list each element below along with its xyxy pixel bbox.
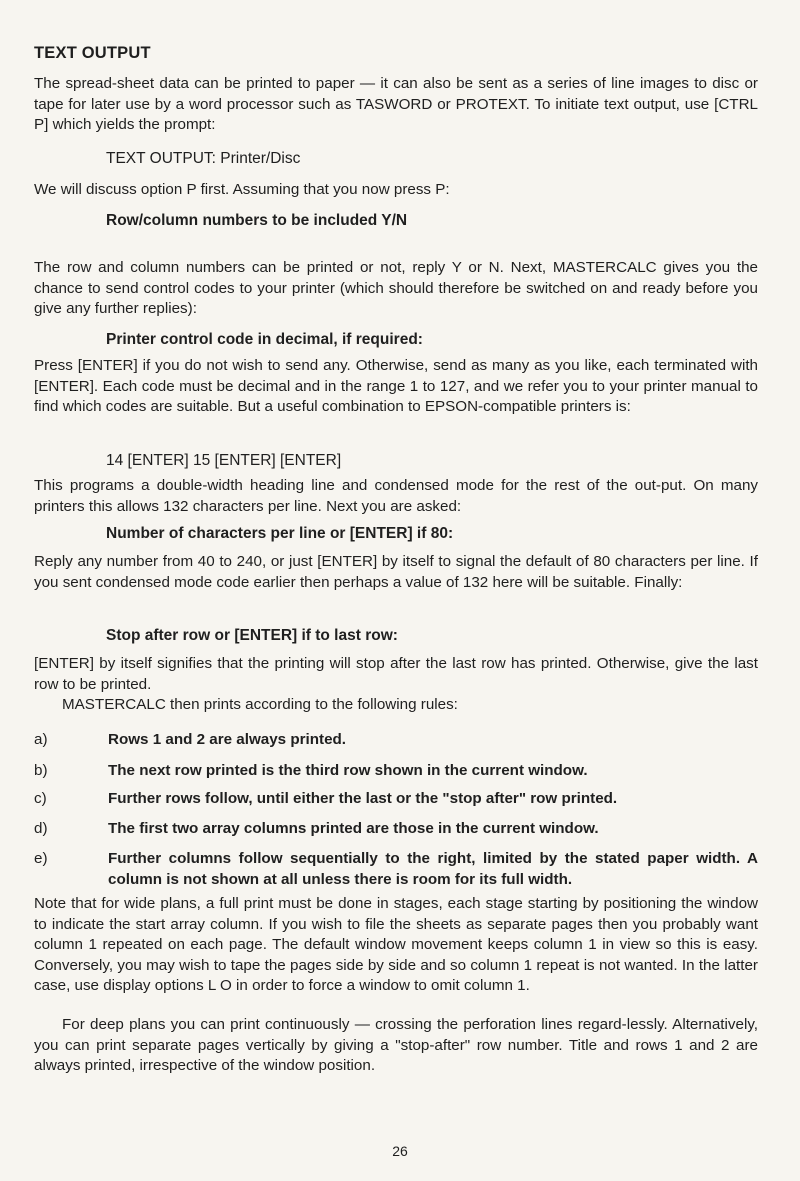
rule-letter: e) [34, 850, 48, 867]
rule-letter: a) [34, 731, 48, 748]
row-column-paragraph: The row and column numbers can be printed or not, reply Y or N. Next, MASTERCALC gives you the chance to send control codes to your printer (which should therefore be switched on and ready before you give any further replies): [34, 259, 758, 317]
control-codes-paragraph: Press [ENTER] if you do not wish to send any. Otherwise, send as many as you like, each terminated with [ENTER]. Each code must be decimal and in the range 1 to 127, and we refer you to your printer manual to find which codes are suitable. But a useful combination to EPSON-compatible printers is: [34, 357, 758, 415]
double-width-paragraph: This programs a double-width heading line and condensed mode for the rest of the out-put. On many printers this allows 132 characters per line. Next you are asked: [34, 477, 758, 515]
prompt-stop-after-row: Stop after row or [ENTER] if to last row: [106, 627, 398, 644]
wide-plans-paragraph: Note that for wide plans, a full print must be done in stages, each stage starting by positioning the window to indicate the start array column. If you wish to file the sheets as separate pages then you probably want column 1 repeated on each page. The default window movement keeps column 1 in view so this is easy. Conversely, you may wish to tape the pages side by side and so column 1 repeat is not wanted. In the latter case, use display options L O in order to force a window to omit column 1. [34, 895, 758, 994]
rule-text: Further rows follow, until either the last or the "stop after" row printed. [108, 790, 618, 807]
rule-text: Further columns follow sequentially to the right, limited by the stated paper width. A column is not shown at all unless there is room for its full width. [108, 850, 758, 888]
rule-text: Rows 1 and 2 are always printed. [108, 731, 347, 748]
prompt-epson-codes: 14 [ENTER] 15 [ENTER] [ENTER] [106, 452, 342, 469]
prompt-characters-per-line: Number of characters per line or [ENTER] if 80: [106, 525, 454, 542]
deep-plans-paragraph: For deep plans you can print continuously — crossing the perforation lines regard-lessly. Alternatively, you can print separate pages vertically by giving a "stop-after" row number. Title and rows 1 and 2 are always printed, irrespective of the window position. [34, 1016, 758, 1074]
rule-letter: d) [34, 820, 48, 837]
section-heading: TEXT OUTPUT [34, 44, 151, 62]
characters-reply-paragraph: Reply any number from 40 to 240, or just [ENTER] by itself to signal the default of 80 characters per line. If you sent condensed mode code earlier then perhaps a value of 132 here will be suitable. Finally: [34, 553, 758, 591]
prompt-row-column-numbers: Row/column numbers to be included Y/N [106, 212, 408, 229]
rule-text: The next row printed is the third row shown in the current window. [108, 762, 588, 779]
rule-letter: c) [34, 790, 47, 807]
rule-text: The first two array columns printed are those in the current window. [108, 820, 599, 837]
intro-paragraph: The spread-sheet data can be printed to paper — it can also be sent as a series of line images to disc or tape for later use by a word processor such as TASWORD or PROTEXT. To initiate text output, use [CTRL P] which yields the prompt: [34, 75, 758, 133]
page-number: 26 [392, 1143, 408, 1159]
stop-after-paragraph: [ENTER] by itself signifies that the printing will stop after the last row has printed. Otherwise, give the last row to be printed. [34, 655, 758, 693]
prompt-text-output: TEXT OUTPUT: Printer/Disc [106, 150, 301, 167]
rule-letter: b) [34, 762, 48, 779]
option-p-paragraph: We will discuss option P first. Assuming that you now press P: [34, 181, 450, 198]
prompt-printer-control-code: Printer control code in decimal, if required: [106, 331, 423, 348]
rules-intro-paragraph: MASTERCALC then prints according to the following rules: [62, 696, 458, 713]
